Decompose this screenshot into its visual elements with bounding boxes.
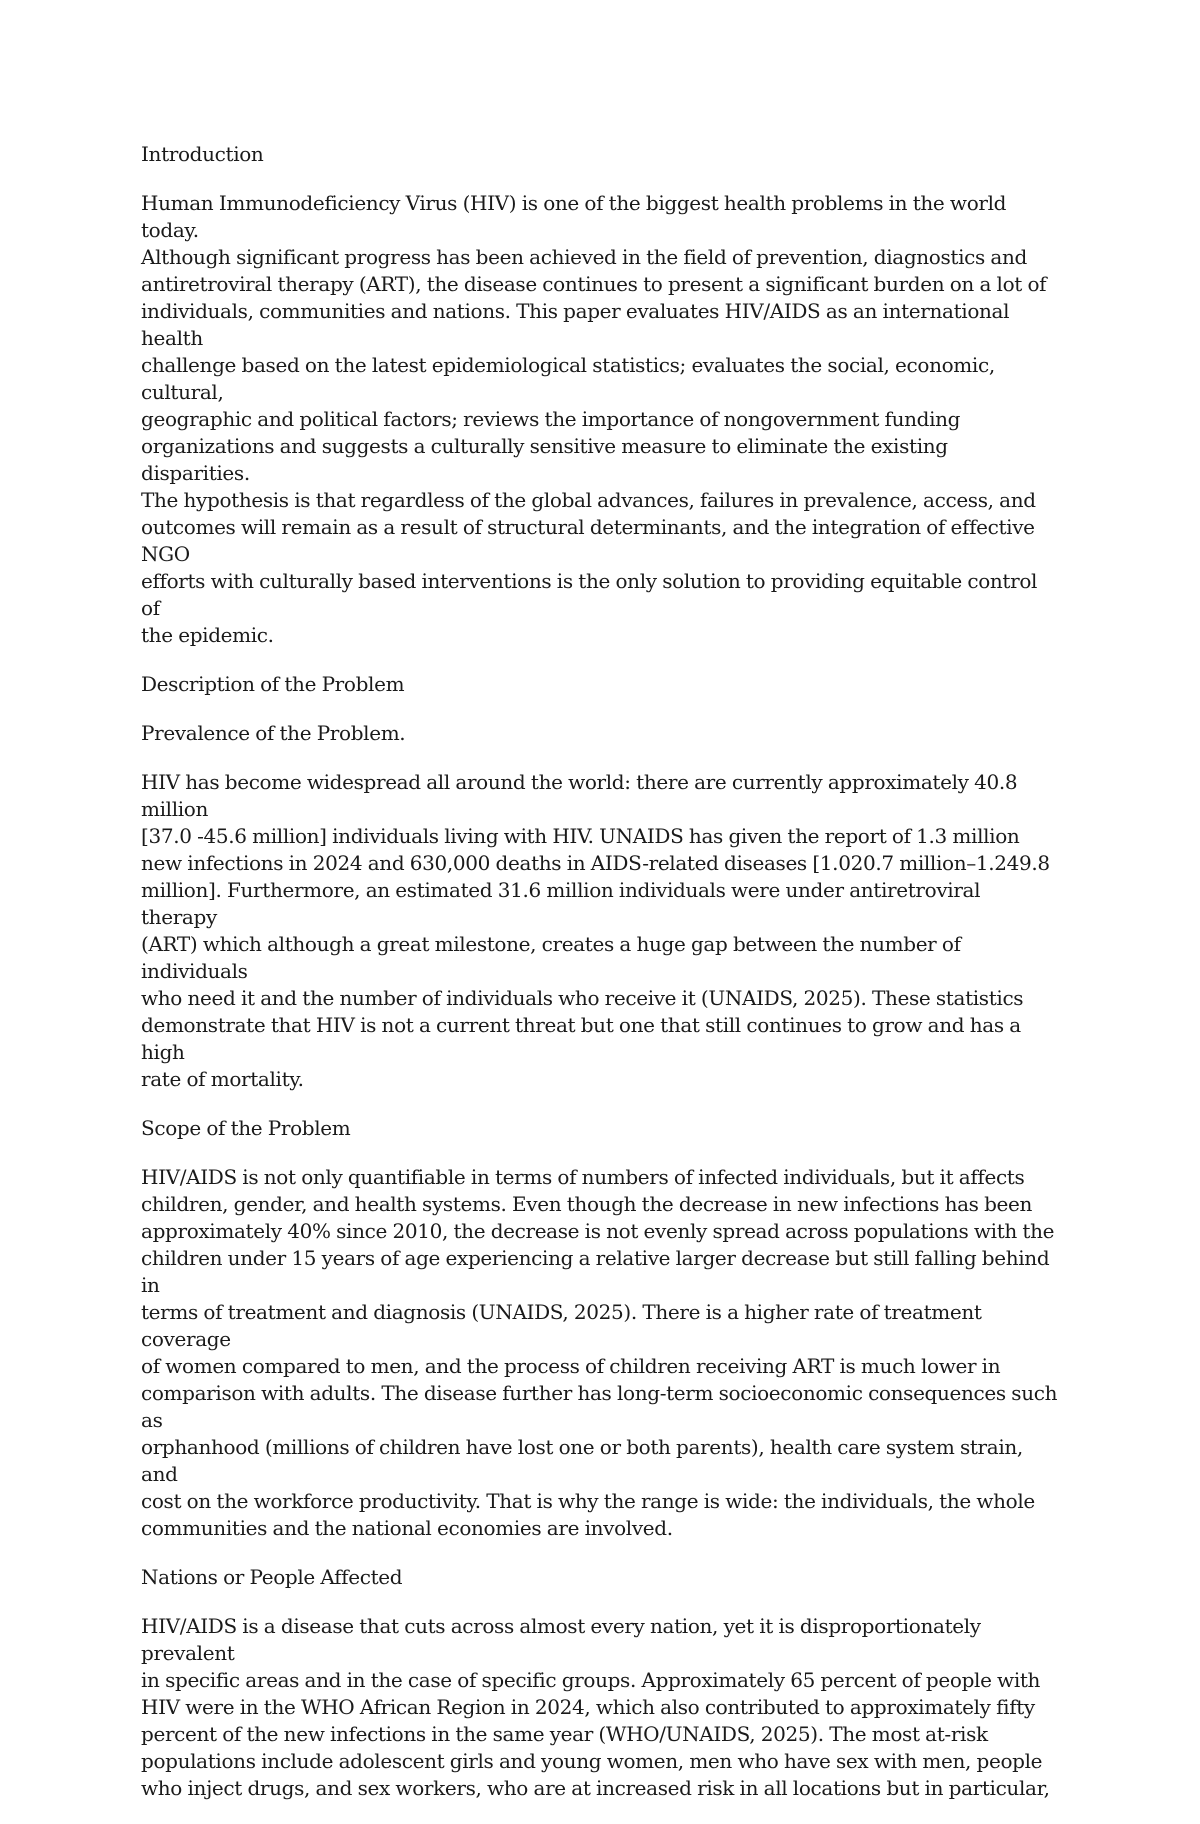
paragraph-prevalence: HIV has become widespread all around the world: there are currently approximately 40.8 million [37.0 -45.6 million] individuals living with HIV. UNAIDS has given the report of 1.3 million new infections in 2024 and 630,000 deaths in AIDS-related diseases [1.020.7 million–1.249.8 million]. Furthermore, an estimated 31.6 million individuals were under antiretroviral therapy (ART) which although a great milestone, creates a huge gap between the number of individuals who need it and the number of individuals who receive it (UNAIDS, 2025). These statistics demonstrate that HIV is not a current threat but one that still continues to grow and has a high rate of mortality.	[141, 770, 1050, 1091]
paragraph-nations: HIV/AIDS is a disease that cuts across almost every nation, yet it is disproportionately prevalent in specific areas and in the case of specific groups. Approximately 65 percent of people with HIV were in the WHO African Region in 2024, which also contributed to approximately fifty percent of the new infections in the same year (WHO/UNAIDS, 2025). The most at-risk populations include adolescent girls and young women, men who have sex with men, people who inject drugs, and sex workers, who are at increased risk in all locations but in particular,	[141, 1614, 1050, 1800]
section-heading-scope: Scope of the Problem	[141, 1116, 351, 1140]
section-heading-prevalence: Prevalence of the Problem.	[141, 721, 406, 745]
section-heading-introduction: Introduction	[141, 142, 264, 166]
section-heading-description: Description of the Problem	[141, 672, 405, 696]
section-heading-nations: Nations or People Affected	[141, 1565, 403, 1589]
paragraph-introduction: Human Immunodeficiency Virus (HIV) is one of the biggest health problems in the world today. Although significant progress has been achieved in the field of prevention, diagnostics and antiretroviral therapy (ART), the disease continues to present a significant burden on a lot of individuals, communities and nations. This paper evaluates HIV/AIDS as an international health challenge based on the latest epidemiological statistics; evaluates the social, economic, cultural, geographic and political factors; reviews the importance of nongovernment funding organizations and suggests a culturally sensitive measure to eliminate the existing disparities. The hypothesis is that regardless of the global advances, failures in prevalence, access, and outcomes will remain as a result of structural determinants, and the integration of effective NGO efforts with culturally based interventions is the only solution to providing equitable control of the epidemic.	[141, 191, 1047, 647]
document-page	[141, 141, 1061, 1824]
paragraph-scope: HIV/AIDS is not only quantifiable in terms of numbers of infected individuals, but it affects children, gender, and health systems. Even though the decrease in new infections has been approximately 40% since 2010, the decrease is not evenly spread across populations with the children under 15 years of age experiencing a relative larger decrease but still falling behind in terms of treatment and diagnosis (UNAIDS, 2025). There is a higher rate of treatment coverage of women compared to men, and the process of children receiving ART is much lower in comparison with adults. The disease further has long-term socioeconomic consequences such as orphanhood (millions of children have lost one or both parents), health care system strain, and cost on the workforce productivity. That is why the range is wide: the individuals, the whole communities and the national economies are involved.	[141, 1165, 1058, 1540]
